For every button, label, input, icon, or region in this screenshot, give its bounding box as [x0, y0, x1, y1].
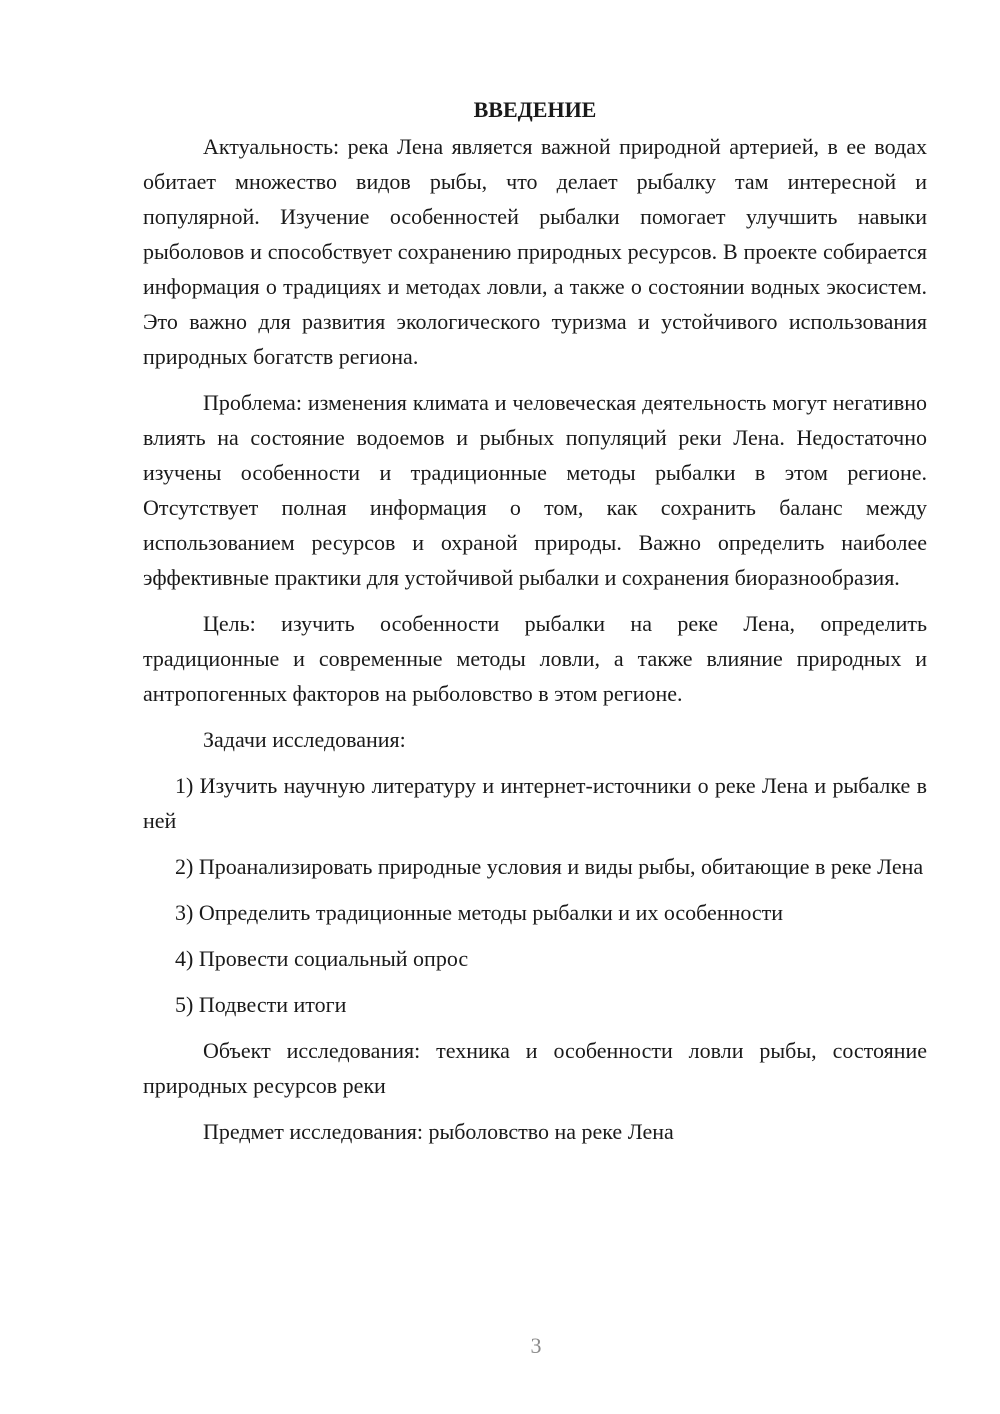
section-heading: ВВЕДЕНИЕ	[473, 97, 597, 122]
task-item-3: 3) Определить традиционные методы рыбалки и их особенности	[175, 900, 784, 925]
problem-paragraph: Проблема: изменения климата и человеческая деятельность могут негативно влиять на состояние водоемов и рыбных популяций реки Лена. Недостаточно изучены особенности и традиционные методы рыбалки в этом регионе. Отсутствует полная информация о том, как сохранить баланс между использованием ресурсов и охраной природы. Важно определить наиболее эффективные практики для устойчивой рыбалки и сохранения биоразнообразия.	[143, 390, 927, 590]
task-item-2: 2) Проанализировать природные условия и виды рыбы, обитающие в реке Лена	[175, 854, 924, 879]
goal-paragraph: Цель: изучить особенности рыбалки на реке Лена, определить традиционные и современные методы ловли, а также влияние природных и антропогенных факторов на рыболовство в этом регионе.	[143, 611, 927, 706]
object-paragraph: Объект исследования: техника и особенности ловли рыбы, состояние природных ресурсов реки	[143, 1038, 927, 1098]
tasks-title: Задачи исследования:	[203, 727, 406, 752]
page-number: 3	[530, 1333, 542, 1358]
task-item-4: 4) Провести социальный опрос	[175, 946, 469, 971]
task-item-5: 5) Подвести итоги	[175, 992, 347, 1017]
document-page	[143, 92, 927, 1160]
task-item-1: 1) Изучить научную литературу и интернет-источники о реке Лена и рыбалке в ней	[143, 773, 927, 833]
relevance-paragraph: Актуальность: река Лена является важной природной артерией, в ее водах обитает множество видов рыбы, что делает рыбалку там интересной и популярной. Изучение особенностей рыбалки помогает улучшить навыки рыболовов и способствует сохранению природных ресурсов. В проекте собирается информация о традициях и методах ловли, а также о состоянии водных экосистем. Это важно для развития экологического туризма и устойчивого использования природных богатств региона.	[143, 134, 927, 369]
subject-paragraph: Предмет исследования: рыболовство на реке Лена	[203, 1119, 674, 1144]
